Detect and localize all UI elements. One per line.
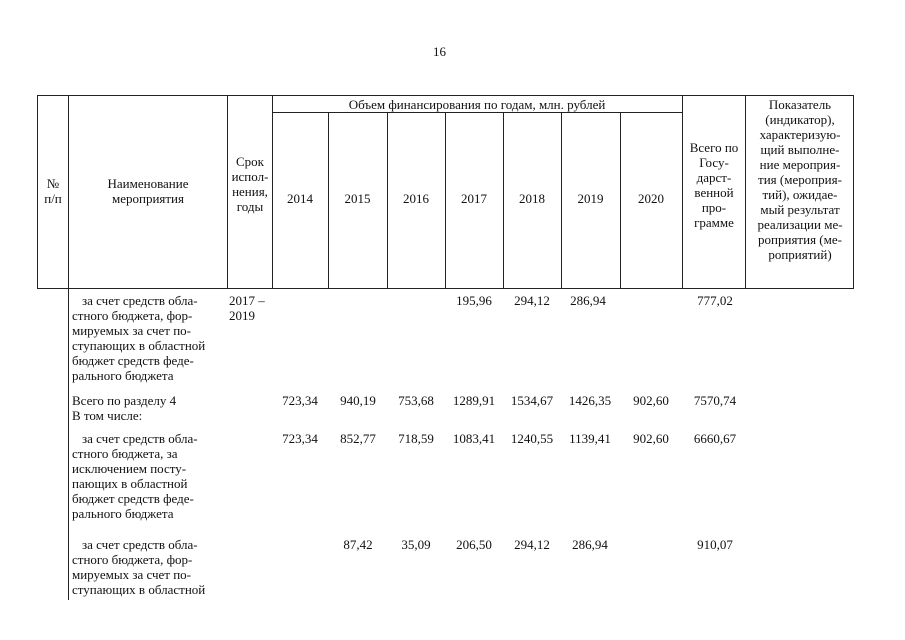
header-divider [272, 112, 682, 113]
row-value: 753,68 [398, 393, 434, 408]
row-value: 1426,35 [568, 393, 612, 408]
row-value: 1139,41 [569, 431, 611, 446]
row-value: 286,94 [572, 537, 608, 552]
row-value: 723,34 [282, 393, 318, 408]
table-left-border [68, 289, 69, 600]
row-value: 1289,91 [452, 393, 496, 408]
row-total: 7570,74 [693, 393, 737, 408]
row-value: 940,19 [340, 393, 376, 408]
header-term: Срок испол- нения, годы [231, 154, 269, 214]
row-value: 87,42 [343, 537, 373, 552]
row-total: 910,07 [697, 537, 733, 552]
row-value: 35,09 [401, 537, 431, 552]
header-year: 2016 [403, 191, 429, 206]
row-term: 2017 – 2019 [229, 293, 265, 323]
header-year: 2020 [638, 191, 664, 206]
header-year: 2015 [344, 191, 371, 206]
row-name: за счет средств обла- стного бюджета, за исключением посту- пающих в областной бюджет средств феде- рального бюджета [72, 431, 198, 521]
row-name: за счет средств обла- стного бюджета, фор- мируемых за счет по- ступающих в областной бюджет средств феде- рального бюджета [72, 293, 206, 383]
row-value: 902,60 [633, 431, 669, 446]
row-value: 1240,55 [510, 431, 554, 446]
row-value: 723,34 [282, 431, 318, 446]
row-name: за счет средств обла- стного бюджета, фор- мируемых за счет по- ступающих в областной [72, 537, 206, 597]
row-value: 286,94 [570, 293, 606, 308]
header-year: 2014 [287, 191, 313, 206]
row-value: 902,60 [633, 393, 669, 408]
row-name: Всего по разделу 4 В том числе: [72, 393, 177, 423]
row-total: 6660,67 [693, 431, 737, 446]
header-indicator: Показатель (индикатор), характеризую- щий выполне- ние мероприя- тия (мероприя- тий), ожидае- мый результат реализации ме- роприятия (ме- роприятий) [757, 97, 843, 262]
row-value: 206,50 [456, 537, 492, 552]
header-funding-title: Объем финансирования по годам, млн. рублей [348, 97, 606, 112]
header-name: Наименование мероприятия [107, 176, 189, 206]
row-total: 777,02 [697, 293, 733, 308]
row-value: 718,59 [398, 431, 434, 446]
header-year: 2017 [461, 191, 487, 206]
header-num: № п/п [44, 176, 62, 206]
row-value: 195,96 [456, 293, 492, 308]
page-number: 16 [433, 44, 446, 59]
header-year: 2019 [577, 191, 604, 206]
row-value: 1534,67 [510, 393, 554, 408]
row-value: 1083,41 [452, 431, 496, 446]
row-value: 294,12 [514, 537, 550, 552]
header-total: Всего по Госу- дарст- венной про- грамме [689, 140, 739, 230]
header-year: 2018 [519, 191, 545, 206]
row-value: 294,12 [514, 293, 550, 308]
row-value: 852,77 [340, 431, 376, 446]
